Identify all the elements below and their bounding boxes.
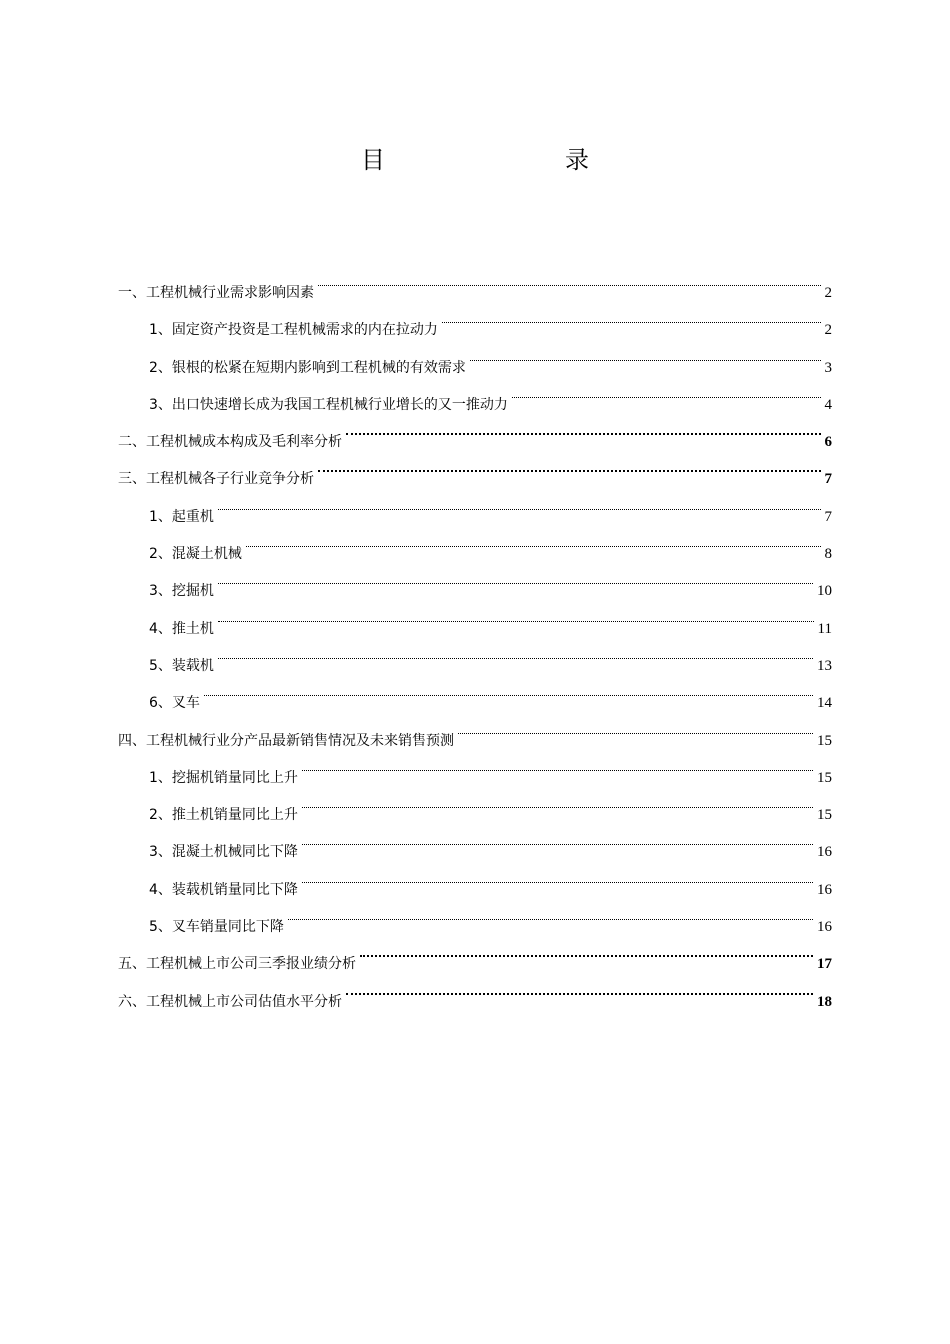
toc-page-number: 15 — [817, 769, 832, 786]
toc-page-number: 16 — [817, 881, 832, 898]
toc-page-number: 2 — [824, 322, 832, 339]
toc-entry-text: 4、推土机 — [149, 620, 214, 637]
toc-dot-leader — [360, 931, 813, 968]
toc-entry[interactable] — [118, 558, 832, 600]
toc-dot-leader — [302, 782, 813, 819]
toc-page-number: 18 — [817, 993, 832, 1010]
toc-page-number: 8 — [824, 546, 832, 563]
toc-entry-text: 一、工程机械行业需求影响因素 — [118, 285, 314, 301]
toc-page-number: 16 — [817, 919, 832, 936]
toc-entry-text: 3、混凝土机械同比下降 — [149, 844, 298, 861]
toc-dot-leader — [318, 260, 821, 297]
toc-dot-leader — [288, 894, 813, 931]
toc-entry-text: 1、挖掘机销量同比上升 — [149, 769, 298, 786]
toc-dot-leader — [302, 819, 813, 856]
toc-page-number: 14 — [817, 695, 832, 712]
toc-dot-leader — [204, 670, 813, 707]
toc-entry-text: 2、银根的松紧在短期内影响到工程机械的有效需求 — [149, 359, 466, 376]
toc-page-number: 15 — [817, 807, 832, 824]
toc-page-number: 4 — [824, 396, 832, 413]
toc-page-number: 3 — [824, 359, 832, 376]
toc-dot-leader — [470, 335, 821, 372]
toc-entry-text: 五、工程机械上市公司三季报业绩分析 — [118, 956, 356, 973]
toc-entry[interactable] — [118, 670, 832, 712]
toc-entry-text: 1、起重机 — [149, 508, 214, 525]
toc-dot-leader — [458, 708, 813, 745]
toc-page-number: 13 — [817, 657, 832, 674]
toc-entry-text: 四、工程机械行业分产品最新销售情况及未来销售预测 — [118, 732, 454, 749]
toc-dot-leader — [512, 372, 821, 409]
toc-entry-text: 3、出口快速增长成为我国工程机械行业增长的又一推动力 — [149, 396, 508, 413]
toc-dot-leader — [346, 969, 813, 1006]
toc-entry-text: 5、叉车销量同比下降 — [149, 919, 284, 936]
toc-dot-leader — [218, 596, 814, 633]
toc-page-number: 7 — [824, 508, 832, 525]
toc-entry-text: 六、工程机械上市公司估值水平分析 — [118, 993, 342, 1010]
toc-entry[interactable] — [118, 633, 832, 674]
toc-page-number: 17 — [817, 956, 832, 973]
toc-dot-leader — [302, 857, 813, 894]
toc-list — [118, 260, 832, 1010]
toc-page-number: 10 — [817, 583, 832, 600]
toc-page-number: 6 — [824, 434, 832, 451]
toc-dot-leader — [302, 745, 813, 782]
toc-entry-text: 2、推土机销量同比上升 — [149, 807, 298, 824]
toc-dot-leader — [218, 558, 813, 595]
toc-dot-leader — [246, 521, 821, 558]
toc-page-number: 2 — [824, 285, 832, 301]
toc-entry-text: 3、挖掘机 — [149, 583, 214, 600]
toc-dot-leader — [218, 484, 821, 521]
toc-dot-leader — [218, 633, 813, 670]
toc-page-number: 15 — [817, 732, 832, 749]
toc-entry-text: 5、装载机 — [149, 657, 214, 674]
toc-entry[interactable] — [118, 596, 832, 637]
toc-entry[interactable] — [118, 521, 832, 563]
toc-dot-leader — [318, 446, 821, 483]
toc-dot-leader — [442, 297, 821, 334]
toc-entry-text: 2、混凝土机械 — [149, 546, 242, 563]
toc-page-number: 7 — [824, 471, 832, 488]
toc-entry-text: 1、固定资产投资是工程机械需求的内在拉动力 — [149, 322, 438, 339]
toc-page-number: 11 — [817, 620, 832, 637]
toc-page-number: 16 — [817, 844, 832, 861]
toc-entry[interactable] — [118, 484, 832, 525]
toc-entry-text: 6、叉车 — [149, 695, 200, 712]
toc-dot-leader — [346, 409, 821, 446]
toc-entry-text: 三、工程机械各子行业竞争分析 — [118, 471, 314, 488]
toc-entry-text: 4、装载机销量同比下降 — [149, 881, 298, 898]
toc-entry-text: 二、工程机械成本构成及毛利率分析 — [118, 434, 342, 451]
page-title: 目 录 — [361, 146, 633, 174]
toc-entry[interactable] — [118, 260, 832, 301]
toc-entry[interactable] — [118, 708, 832, 749]
